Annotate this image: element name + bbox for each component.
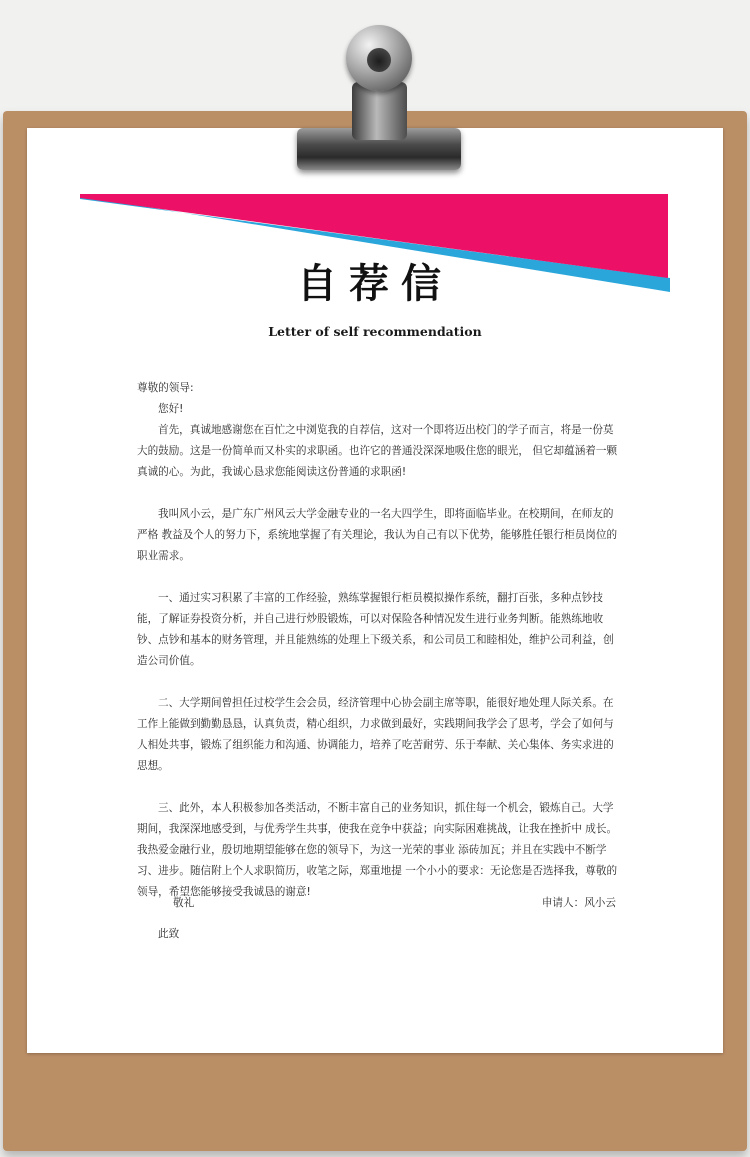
- salutation: 尊敬的领导:: [137, 382, 194, 394]
- paragraph-4: 二、大学期间曾担任过校学生会会员，经济管理中心协会副主席等职，能很好地处理人际关系。在工作上能做到勤勤恳恳，认真负责，精心组织，力求做到最好，实践期间我学会了思考，学会了如何与人相处共事，锻炼了组织能力和沟通、协调能力，培养了吃苦耐劳、乐于奉献、关心集体、务实求进的思想。: [137, 697, 614, 772]
- paragraph-3: 一、通过实习积累了丰富的工作经验，熟练掌握银行柜员模拟操作系统，翻打百张，多种点钞技能，了解证券投资分析，并自己进行炒股锻炼，可以对保险各种情况发生进行业务判断。能熟练地收钞、点钞和基本的财务管理，并且能熟练的处理上下级关系，和公司员工和睦相处，维护公司利益，创造公司价值。: [137, 592, 614, 667]
- clip-hole: [367, 48, 391, 72]
- closing: 此致: [158, 928, 180, 940]
- letter-body: [137, 378, 619, 945]
- paragraph-1: 首先，真诚地感谢您在百忙之中浏览我的自荐信，这对一个即将迈出校门的学子而言，将是一份莫大的鼓励。这是一份简单而又朴实的求职函。也许它的普通没深深地吸住您的眼光， 但它却蕴涵着一颗真诚的心。为此，我诚心恳求您能阅读这份普通的求职函!: [137, 424, 618, 478]
- signature-row: [137, 895, 619, 915]
- paragraph-2: 我叫风小云，是广东广州风云大学金融专业的一名大四学生，即将面临毕业。在校期间，在师友的严格 教益及个人的努力下，系统地掌握了有关理论，我认为自己有以下优势，能够胜任银行柜员岗位的职业需求。: [137, 508, 618, 562]
- signature: 申请人：风小云: [541, 897, 616, 909]
- page-title: 自荐信: [297, 260, 453, 307]
- page-subtitle: Letter of self recommendation: [268, 324, 482, 339]
- regards: 敬礼: [173, 897, 195, 909]
- greeting: 您好!: [158, 403, 184, 415]
- paragraph-5: 三、此外，本人积极参加各类活动，不断丰富自己的业务知识，抓住每一个机会，锻炼自己。大学期间，我深深地感受到，与优秀学生共事，使我在竞争中获益；向实际困难挑战，让我在挫折中 成长。我热爱金融行业，殷切地期望能够在您的领导下，为这一光荣的事业 添砖加瓦；并且在实践中不断学习、进步。随信附上个人求职简历，收笔之际，郑重地提 一个小小的要求：无论您是否选择我，尊敬的领导，希望您能够接受我诚恳的谢意!: [137, 802, 618, 898]
